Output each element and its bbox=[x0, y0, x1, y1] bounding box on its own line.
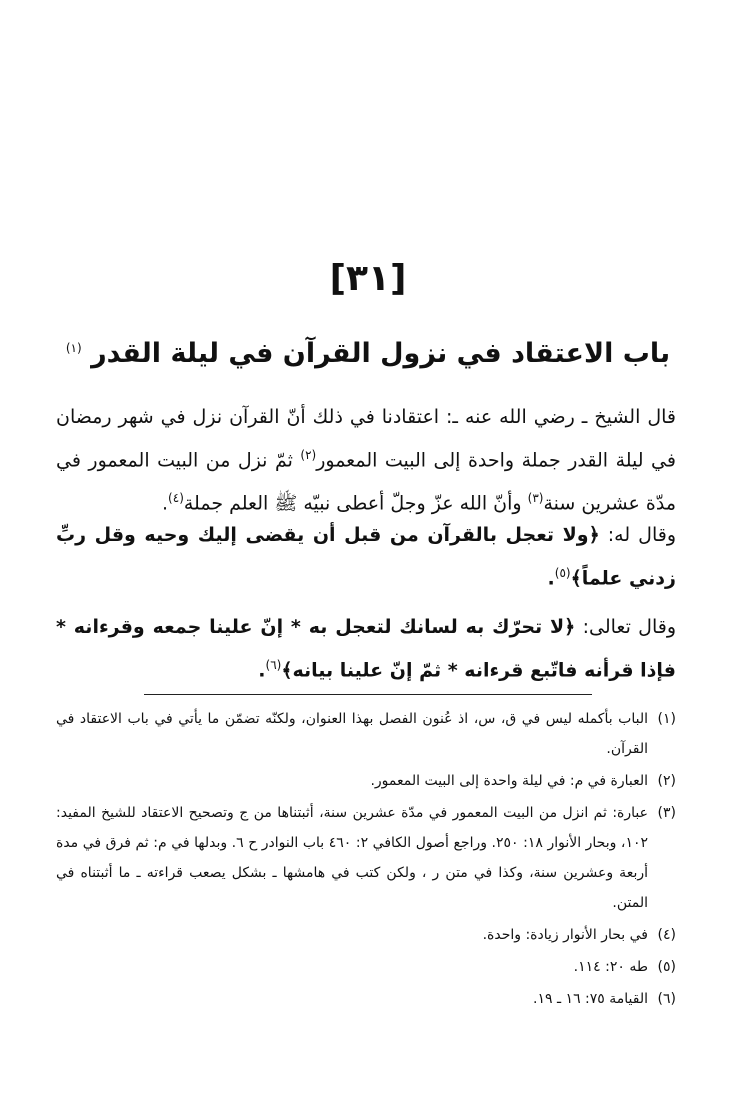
footnote-text: في بحار الأنوار زيادة: واحدة. bbox=[482, 927, 648, 943]
paragraph-lead: وقال له: bbox=[599, 524, 676, 546]
chapter-title bbox=[60, 328, 676, 374]
footnote-ref: (٣) bbox=[527, 491, 544, 506]
paragraph-belief bbox=[56, 398, 676, 523]
paragraph-quote-qiyamah bbox=[56, 608, 676, 689]
paragraph-end: . bbox=[258, 659, 266, 682]
footnote-text: طه ٢٠: ١١٤. bbox=[573, 959, 648, 975]
footnote-ref: (١) bbox=[65, 341, 82, 355]
footnote-number: (٦) bbox=[657, 991, 676, 1007]
footnote-ref: (٢) bbox=[300, 448, 317, 462]
footnote-number: (٤) bbox=[657, 927, 676, 943]
paragraph-quote-taha bbox=[56, 516, 676, 597]
footnote-text: القيامة ٧٥: ١٦ ـ ١٩. bbox=[533, 991, 648, 1007]
paragraph-text: قال الشيخ ـ رضي الله عنه ـ: اعتقادنا في ذلك أنّ القرآن نزل في شهر رمضان في ليلة القدر جملة واحدة إلى البيت المعمور bbox=[56, 406, 676, 472]
footnote-item bbox=[56, 984, 676, 1014]
paragraph-text: وأنّ الله عزّ وجلّ أعطى نبيّه ﷺ العلم جملة bbox=[183, 492, 528, 515]
footnote-text: الباب بأكمله ليس في ق، س، اذ عُنون الفصل بهذا العنوان، ولكنّه تضمّن ما يأتي في باب الاعتقاد في القرآن. bbox=[56, 711, 648, 757]
footnote-item bbox=[56, 920, 676, 950]
quran-quote: ﴿ولا تعجل بالقرآن من قبل أن يقضى إليك وحيه وقل ربِّ زدني علماً﴾ bbox=[56, 524, 676, 590]
footnote-item bbox=[56, 704, 676, 764]
footnote-text: العبارة في م: في ليلة واحدة إلى البيت المعمور. bbox=[370, 773, 648, 789]
paragraph-text: . bbox=[162, 492, 169, 515]
footnote-item bbox=[56, 798, 676, 918]
footnotes-list bbox=[56, 704, 676, 1016]
footnote-number: (٣) bbox=[657, 805, 676, 821]
paragraph-lead: وقال تعالى: bbox=[575, 616, 676, 638]
chapter-number: [٣١] bbox=[329, 258, 407, 299]
footnote-number: (٥) bbox=[657, 959, 676, 975]
footnote-ref: (٥) bbox=[554, 566, 571, 580]
footnote-number: (١) bbox=[657, 711, 676, 727]
footnote-item bbox=[56, 766, 676, 796]
footnote-ref: (٤) bbox=[168, 491, 184, 506]
paragraph-text: ثمّ نزل من البيت المعمور في مدّة عشرين سنة bbox=[56, 449, 676, 515]
footnote-divider bbox=[144, 694, 592, 695]
quran-quote: ﴿لا تحرّك به لسانك لتعجل به * إنّ علينا جمعه وقرءانه * فإذا قرأنه فاتّبع قرءانه * ثمّ إنّ علينا بيانه﴾ bbox=[56, 616, 676, 682]
footnote-item bbox=[56, 952, 676, 982]
footnote-ref: (٦) bbox=[265, 658, 282, 672]
paragraph-end: . bbox=[547, 567, 555, 590]
chapter-title-text: باب الاعتقاد في نزول القرآن في ليلة القدر bbox=[91, 338, 671, 369]
footnote-number: (٢) bbox=[657, 773, 676, 789]
footnote-text: عبارة: ثم انزل من البيت المعمور في مدّة عشرين سنة، أثبتناها من ج وتصحيح الاعتقاد للشيخ المفيد: ١٠٢، وبحار الأنوار ١٨: ٢٥٠. وراجع أصول الكافي ٢: ٤٦٠ باب النوادر ح ٦. وبدلها في م: ثم فرق في مدة أربعة وعشرين سنة، وكذا في متن ر ، ولكن كتب في هامشها ـ بشكل يصعب قراءته ـ ما أثبتناه في المتن. bbox=[56, 805, 649, 911]
